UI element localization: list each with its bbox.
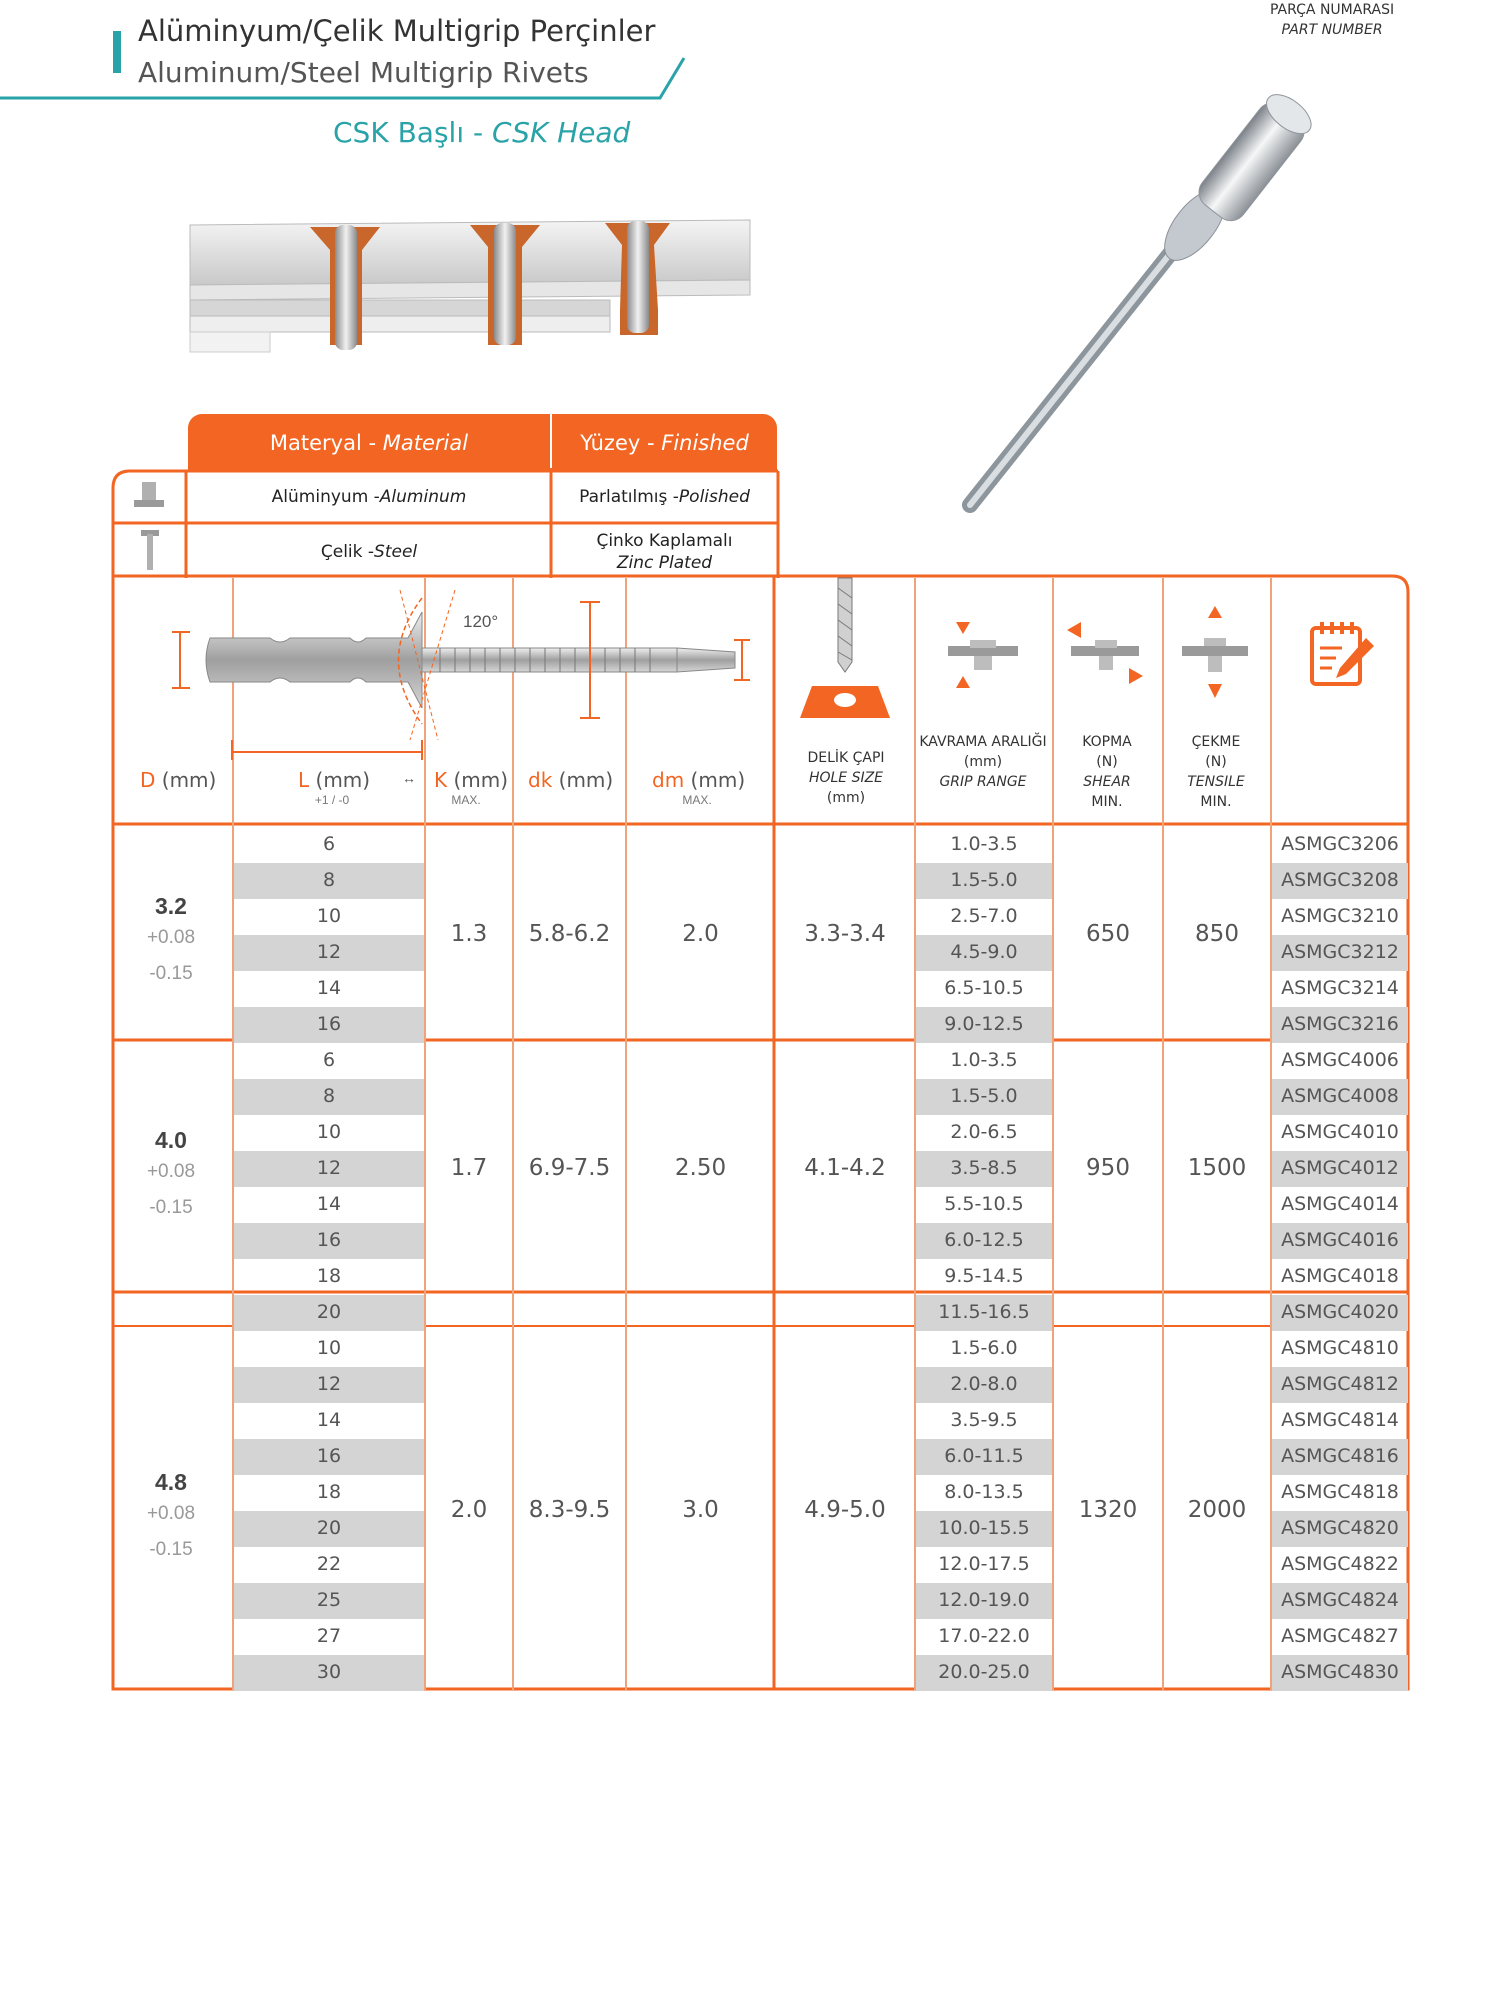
grip-range-value: 8.0-13.5	[944, 1481, 1024, 1503]
part-number: ASMGC4016	[1281, 1229, 1399, 1251]
length-value: 14	[316, 1409, 342, 1431]
grip-range-value: 1.0-3.5	[950, 833, 1018, 855]
hole-unit: (mm)	[826, 790, 866, 806]
hole-size-value: 4.1-4.2	[804, 1155, 886, 1181]
dm-unit: (mm)	[684, 768, 746, 792]
part-tr: PARÇA NUMARASI	[1270, 2, 1395, 18]
material-row-2	[188, 525, 550, 579]
material-1-en: Aluminum	[379, 487, 467, 507]
l-symbol: L	[298, 768, 310, 792]
part-number: ASMGC4814	[1281, 1409, 1399, 1431]
grip-range-value: 2.0-6.5	[950, 1121, 1018, 1143]
grip-range-value: 6.5-10.5	[944, 977, 1024, 999]
k-value: 2.0	[450, 1497, 488, 1523]
arrow-lr-icon: ↔	[402, 770, 416, 786]
length-value: 16	[316, 1229, 342, 1251]
length-value: 12	[316, 941, 342, 963]
part-number: ASMGC4006	[1281, 1049, 1399, 1071]
length-value: 16	[316, 1013, 342, 1035]
material-2-tr: Çelik -	[320, 542, 375, 562]
dk-symbol: dk	[528, 768, 553, 792]
tensile-en: TENSILE	[1187, 774, 1245, 790]
notepad-pencil-icon	[1306, 618, 1378, 690]
material-row-1	[188, 472, 550, 522]
length-value: 20	[316, 1517, 342, 1539]
grip-range-value: 2.5-7.0	[950, 905, 1018, 927]
part-number: ASMGC4824	[1281, 1589, 1399, 1611]
grip-range-value: 3.5-8.5	[950, 1157, 1018, 1179]
dk-value: 6.9-7.5	[528, 1155, 611, 1181]
length-value: 10	[316, 1121, 342, 1143]
rivet-body-icon	[130, 480, 170, 512]
grip-range-value: 12.0-17.5	[938, 1553, 1030, 1575]
dm-max: MAX.	[682, 793, 712, 807]
length-value: 16	[316, 1445, 342, 1467]
finish-1-en: Polished	[678, 487, 750, 507]
length-value: 14	[316, 1193, 342, 1215]
dk-value: 8.3-9.5	[528, 1497, 611, 1523]
section-subtitle	[333, 116, 630, 149]
grip-range-value: 1.0-3.5	[950, 1049, 1018, 1071]
tensile-value: 850	[1195, 921, 1239, 947]
length-value: 8	[322, 1085, 336, 1107]
grip-range-value: 10.0-15.5	[938, 1517, 1030, 1539]
col-header-part	[1270, 0, 1394, 40]
col-header-k	[434, 768, 508, 792]
finish-row-2	[552, 525, 777, 579]
grip-range-value: 4.5-9.0	[950, 941, 1018, 963]
shear-value: 950	[1086, 1155, 1130, 1181]
d-unit: (mm)	[155, 768, 217, 792]
tensile-tr: ÇEKME	[1191, 734, 1241, 750]
part-number: ASMGC4816	[1281, 1445, 1399, 1467]
angle-label: 120°	[463, 612, 499, 631]
part-number: ASMGC3212	[1281, 941, 1399, 963]
length-value: 10	[316, 905, 342, 927]
material-header-tr: Materyal -	[269, 431, 377, 455]
part-number: ASMGC4810	[1281, 1337, 1399, 1359]
col-header-d	[140, 768, 216, 792]
finish-header-tr: Yüzey -	[580, 431, 655, 455]
grip-range-value: 3.5-9.5	[950, 1409, 1018, 1431]
length-value: 10	[316, 1337, 342, 1359]
part-number: ASMGC3210	[1281, 905, 1399, 927]
grip-tr: KAVRAMA ARALIĞI	[919, 734, 1047, 750]
material-2-en: Steel	[374, 542, 418, 562]
material-1-tr: Alüminyum -	[271, 487, 380, 507]
grip-range-value: 11.5-16.5	[938, 1301, 1030, 1323]
subtitle-en: CSK Head	[492, 116, 631, 149]
tolerance-plus: +0.08	[146, 1503, 196, 1524]
part-number: ASMGC4812	[1281, 1373, 1399, 1395]
tensile-value: 1500	[1187, 1155, 1247, 1181]
shear-icon	[1065, 620, 1145, 690]
col-header-shear	[1052, 732, 1162, 812]
d-symbol: D	[140, 768, 156, 792]
title-underline	[0, 0, 700, 110]
shear-min: MIN.	[1091, 794, 1123, 810]
k-unit: (mm)	[447, 768, 509, 792]
page-title-english: Aluminum/Steel Multigrip Rivets	[138, 56, 589, 89]
drill-hole-icon	[800, 576, 890, 726]
grip-range-value: 1.5-5.0	[950, 1085, 1018, 1107]
shear-value: 650	[1086, 921, 1130, 947]
shear-unit: (N)	[1096, 754, 1118, 770]
grip-en: GRIP RANGE	[939, 774, 1027, 790]
length-value: 30	[316, 1661, 342, 1683]
l-unit: (mm)	[309, 768, 371, 792]
length-value: 18	[316, 1481, 342, 1503]
rivet-dimension-diagram	[160, 590, 760, 760]
dm-value: 2.0	[682, 921, 719, 947]
k-value: 1.7	[450, 1155, 488, 1181]
tolerance-minus: -0.15	[149, 1197, 193, 1218]
dm-value: 3.0	[682, 1497, 719, 1523]
part-number: ASMGC3208	[1281, 869, 1399, 891]
diameter-value: 4.8	[155, 1469, 187, 1495]
part-number: ASMGC4818	[1281, 1481, 1399, 1503]
subtitle-tr: CSK Başlı -	[333, 116, 493, 149]
finish-row-1	[552, 472, 777, 522]
finish-1-tr: Parlatılmış -	[579, 487, 679, 507]
tolerance-minus: -0.15	[149, 963, 193, 984]
rivet-application-illustration	[180, 205, 760, 365]
dk-value: 5.8-6.2	[528, 921, 611, 947]
col-header-l	[298, 768, 370, 792]
diameter-value: 4.0	[155, 1127, 187, 1153]
part-number: ASMGC4020	[1281, 1301, 1399, 1323]
part-number: ASMGC4018	[1281, 1265, 1399, 1287]
grip-range-value: 12.0-19.0	[938, 1589, 1030, 1611]
finish-2-tr: Çinko Kaplamalı	[596, 531, 733, 551]
col-header-tensile	[1162, 732, 1270, 812]
hole-tr: DELİK ÇAPI	[807, 750, 885, 766]
col-header-dm	[652, 768, 745, 792]
finish-header	[552, 414, 777, 472]
grip-range-value: 6.0-11.5	[944, 1445, 1024, 1467]
grip-range-value: 1.5-5.0	[950, 869, 1018, 891]
length-value: 20	[316, 1301, 342, 1323]
diameter-value: 3.2	[155, 893, 187, 919]
material-header-en: Material	[382, 431, 469, 455]
l-tolerance: +1 / -0	[314, 793, 350, 807]
tensile-min: MIN.	[1200, 794, 1232, 810]
grip-range-value: 5.5-10.5	[944, 1193, 1024, 1215]
hole-size-value: 3.3-3.4	[804, 921, 886, 947]
hole-en: HOLE SIZE	[808, 770, 884, 786]
length-value: 14	[316, 977, 342, 999]
hole-size-value: 4.9-5.0	[804, 1497, 886, 1523]
grip-range-value: 20.0-25.0	[938, 1661, 1030, 1683]
col-header-dk	[528, 768, 613, 792]
length-value: 25	[316, 1589, 342, 1611]
part-number: ASMGC4820	[1281, 1517, 1399, 1539]
length-value: 6	[322, 833, 336, 855]
shear-en: SHEAR	[1083, 774, 1131, 790]
part-number: ASMGC3206	[1281, 833, 1399, 855]
part-number: ASMGC3216	[1281, 1013, 1399, 1035]
part-number: ASMGC4830	[1281, 1661, 1399, 1683]
grip-range-value: 1.5-6.0	[950, 1337, 1018, 1359]
grip-range-value: 17.0-22.0	[938, 1625, 1030, 1647]
part-number: ASMGC4827	[1281, 1625, 1399, 1647]
part-number: ASMGC4822	[1281, 1553, 1399, 1575]
grip-range-value: 9.5-14.5	[944, 1265, 1024, 1287]
part-number: ASMGC4014	[1281, 1193, 1399, 1215]
k-value: 1.3	[450, 921, 488, 947]
part-number: ASMGC4012	[1281, 1157, 1399, 1179]
rivet-product-image	[940, 75, 1360, 520]
length-value: 8	[322, 869, 336, 891]
length-value: 12	[316, 1157, 342, 1179]
dm-symbol: dm	[652, 768, 685, 792]
k-max: MAX.	[451, 793, 481, 807]
length-value: 6	[322, 1049, 336, 1071]
grip-range-value: 2.0-8.0	[950, 1373, 1018, 1395]
grip-unit: (mm)	[963, 754, 1003, 770]
finish-2-en: Zinc Plated	[616, 553, 713, 573]
dm-value: 2.50	[674, 1155, 727, 1181]
grip-range-value: 6.0-12.5	[944, 1229, 1024, 1251]
tolerance-minus: -0.15	[149, 1539, 193, 1560]
tolerance-plus: +0.08	[146, 1161, 196, 1182]
tensile-value: 2000	[1187, 1497, 1247, 1523]
material-header	[188, 414, 550, 472]
part-number: ASMGC4010	[1281, 1121, 1399, 1143]
tolerance-plus: +0.08	[146, 927, 196, 948]
part-en: PART NUMBER	[1281, 22, 1383, 38]
finish-header-en: Finished	[661, 431, 749, 455]
length-value: 27	[316, 1625, 342, 1647]
shear-tr: KOPMA	[1082, 734, 1132, 750]
page-title: Alüminyum/Çelik Multigrip Perçinler	[138, 14, 656, 48]
shear-value: 1320	[1078, 1497, 1138, 1523]
part-number: ASMGC4008	[1281, 1085, 1399, 1107]
col-header-grip	[914, 732, 1052, 792]
length-value: 22	[316, 1553, 342, 1575]
grip-range-value: 9.0-12.5	[944, 1013, 1024, 1035]
grip-range-icon	[948, 620, 1018, 690]
length-value: 18	[316, 1265, 342, 1287]
col-header-hole	[774, 748, 918, 808]
mandrel-icon	[138, 528, 162, 572]
k-symbol: K	[434, 768, 448, 792]
tensile-unit: (N)	[1205, 754, 1227, 770]
tensile-icon	[1180, 604, 1250, 700]
part-number: ASMGC3214	[1281, 977, 1399, 999]
dk-unit: (mm)	[552, 768, 614, 792]
length-value: 12	[316, 1373, 342, 1395]
